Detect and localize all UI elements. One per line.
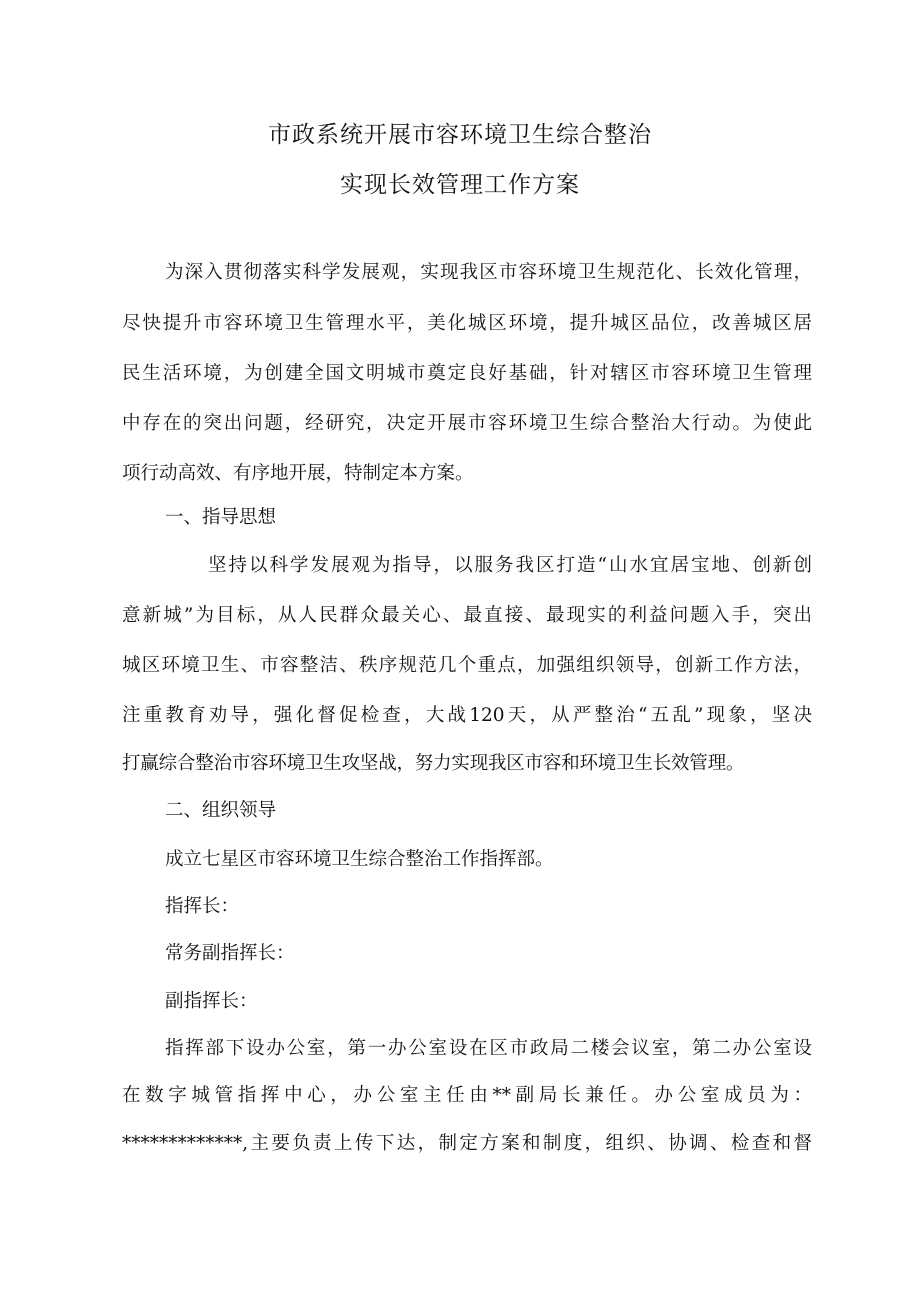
intro-line-5: 项行动高效、有序地开展，特制定本方案。 [122,463,474,484]
section-2-establish: 成立七星区市容环境卫生综合整治工作指挥部。 [165,849,554,870]
office-line-1: 指挥部下设办公室，第一办公室设在区市政局二楼会议室，第二办公室设 [165,1038,812,1059]
document-title-line-2: 实现长效管理工作方案 [340,172,580,198]
section-1-heading: 一、指导思想 [165,507,277,528]
document-title-line-1: 市政系统开展市容环境卫生综合整治 [268,122,652,148]
section-1-line-2: 意新城”为目标，从人民群众最关心、最直接、最现实的利益问题入手，突出 [122,605,812,626]
intro-line-4: 中存在的突出问题，经研究，决定开展市容环境卫生综合整治大行动。为使此 [122,413,812,434]
office-line-3: *************,主要负责上传下达，制定方案和制度，组织、协调、检查和督 [122,1133,812,1154]
section-1-line-4: 注重教育劝导，强化督促检查，大战120天，从严整治“五乱”现象，坚决 [122,705,812,726]
intro-line-2: 尽快提升市容环境卫生管理水平，美化城区环境，提升城区品位，改善城区居 [122,313,812,334]
office-line-2: 在数字城管指挥中心，办公室主任由**副局长兼任。办公室成员为： [122,1085,812,1106]
section-1-line-5: 打赢综合整治市容环境卫生攻坚战，努力实现我区市容和环境卫生长效管理。 [122,753,745,774]
commander-label: 指挥长： [165,896,240,917]
executive-deputy-commander-label: 常务副指挥长： [165,943,295,964]
section-1-line-3: 城区环境卫生、市容整洁、秩序规范几个重点，加强组织领导，创新工作方法， [122,655,812,676]
intro-line-1: 为深入贯彻落实科学发展观，实现我区市容环境卫生规范化、长效化管理， [165,262,812,283]
intro-line-3: 民生活环境，为创建全国文明城市奠定良好基础，针对辖区市容环境卫生管理 [122,363,812,384]
section-2-heading: 二、组织领导 [165,800,277,821]
section-1-line-1: 坚持以科学发展观为指导，以服务我区打造“山水宜居宝地、创新创 [208,555,812,576]
deputy-commander-label: 副指挥长： [165,991,258,1012]
